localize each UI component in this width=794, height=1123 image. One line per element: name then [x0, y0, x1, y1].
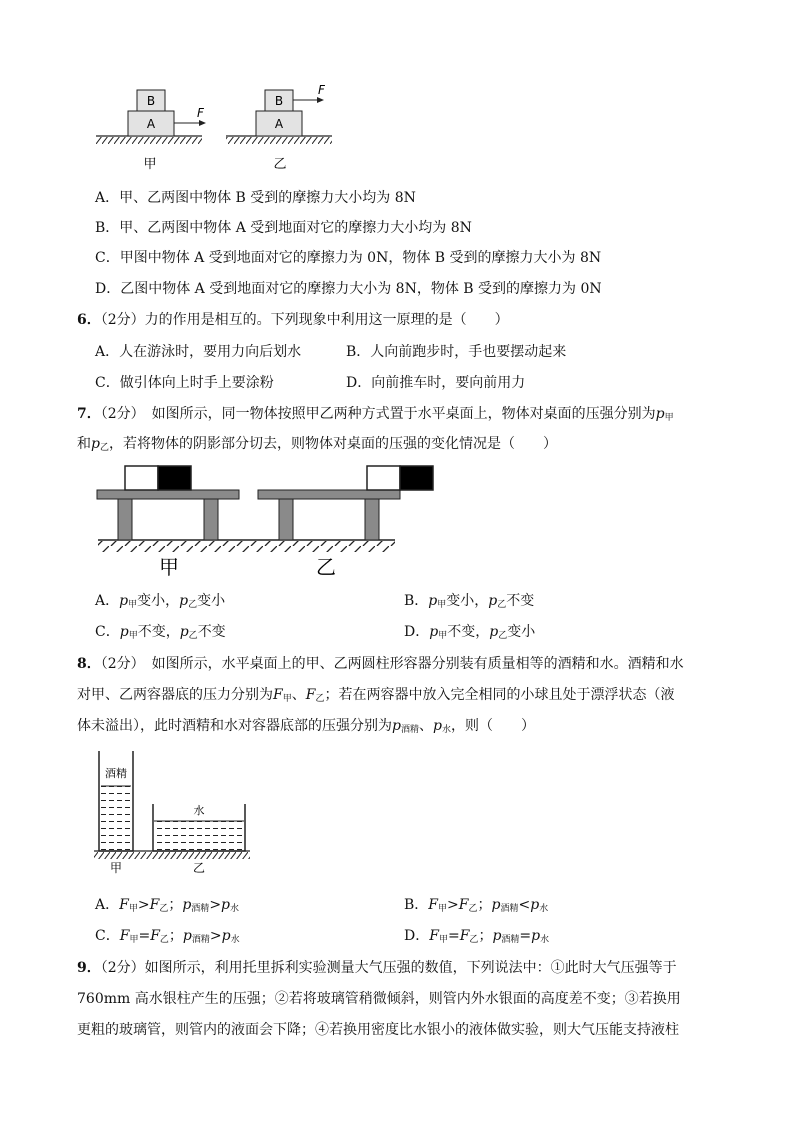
- q7-stem-text: ，若将物体的阴影部分切去，则物体对桌面的压强的变化情况是（ ）: [108, 436, 557, 452]
- q7-stem-text: （2分） 如图所示，同一物体按照甲乙两种方式置于水平桌面上，物体对桌面的压强分别为: [100, 406, 656, 422]
- q6-option-b[interactable]: B．人向前跑步时，手也要摆动起来: [346, 344, 567, 360]
- table-leg: [204, 499, 218, 540]
- object-white-part: [367, 466, 400, 490]
- force-label: F: [197, 106, 204, 120]
- q9-number: 9．: [77, 960, 101, 976]
- q5-option-b[interactable]: B．甲、乙两图中物体 A 受到地面对它的摩擦力大小均为 8N: [95, 220, 472, 236]
- q7-fig-yi: [258, 466, 433, 579]
- label-a: A: [146, 117, 156, 131]
- q7-stem-line2: [77, 434, 557, 458]
- sub-yi: 乙: [99, 443, 109, 453]
- q8-number: 8．: [77, 656, 101, 672]
- sub-jia: 甲: [664, 413, 674, 423]
- q8-option-a[interactable]: A．$F_甲>F_乙$；$p_{酒精}>p_水$: [95, 897, 240, 914]
- caption-yi: 乙: [316, 555, 336, 579]
- p-symbol: p: [655, 406, 665, 422]
- q9-stem-text: （2分）如图所示，利用托里拆利实验测量大气压强的数值，下列说法中：①此时大气压强等于: [100, 960, 677, 976]
- tabletop: [97, 490, 239, 499]
- q7-stem-text: 和: [77, 436, 91, 452]
- q7-option-b[interactable]: B．$p_甲$变小，$p_乙$不变: [404, 593, 535, 610]
- q8-stem-line3: 体未溢出），此时酒精和水对容器底部的压强分别为$p_{酒精}$、$p_水$，则（ ）: [77, 718, 535, 735]
- water-container: [153, 803, 245, 851]
- q6-stem-text: （2分）力的作用是相互的。下列现象中利用这一原理的是（ ）: [100, 312, 509, 328]
- q9-stem-line2: 760mm 高水银柱产生的压强；②若将玻璃管稍微倾斜，则管内外水银面的高度差不变；③若换用: [77, 991, 681, 1007]
- caption-yi: 乙: [273, 157, 287, 172]
- force-label: F: [318, 83, 325, 97]
- q5-option-d[interactable]: D．乙图中物体 A 受到地面对它的摩擦力大小为 8N，物体 B 受到的摩擦力为 0N: [95, 281, 602, 297]
- q5-option-c[interactable]: C．甲图中物体 A 受到地面对它的摩擦力为 0N，物体 B 受到的摩擦力大小为 8N: [95, 250, 602, 266]
- q7-stem-line1: [77, 404, 674, 428]
- q8-option-d[interactable]: D．$F_甲=F_乙$；$p_{酒精}=p_水$: [404, 928, 550, 945]
- q6-option-c[interactable]: C．做引体向上时手上要涂粉: [95, 375, 274, 391]
- q8-stem-text: （2分） 如图所示，水平桌面上的甲、乙两圆柱形容器分别装有质量相等的酒精和水。酒精和水: [100, 656, 684, 672]
- water-label: 水: [193, 804, 205, 817]
- table-leg: [279, 499, 293, 540]
- q5-figure: [90, 80, 350, 180]
- q7-option-d[interactable]: D．$p_甲$不变，$p_乙$变小: [404, 624, 536, 641]
- label-a: A: [274, 117, 284, 131]
- q6-option-d[interactable]: D．向前推车时，要向前用力: [346, 375, 526, 391]
- label-b: B: [274, 94, 284, 108]
- q5-option-a[interactable]: A．甲、乙两图中物体 B 受到的摩擦力大小均为 8N: [95, 190, 416, 206]
- label-b: B: [146, 94, 156, 108]
- q5-fig-yi: [226, 83, 332, 172]
- caption-jia: 甲: [143, 157, 157, 172]
- caption-jia: 甲: [109, 861, 123, 875]
- caption-yi: 乙: [192, 861, 206, 875]
- caption-jia: 甲: [159, 555, 179, 579]
- q8-stem-line1: [77, 654, 684, 674]
- alcohol-container: [99, 751, 133, 851]
- table-leg: [365, 499, 379, 540]
- p-symbol: p: [91, 436, 100, 452]
- tabletop: [258, 490, 400, 499]
- q6-option-a[interactable]: A．人在游泳时，要用力向后划水: [95, 344, 302, 360]
- q7-number: 7．: [77, 406, 101, 422]
- q8-figure: [92, 748, 252, 878]
- q6-number: 6．: [77, 312, 101, 328]
- q7-option-a[interactable]: A．$p_甲$变小，$p_乙$变小: [95, 593, 226, 610]
- table-leg: [118, 499, 132, 540]
- q9-stem-line1: [77, 958, 677, 978]
- object-shaded-part: [400, 466, 433, 490]
- object-shaded-part: [158, 466, 191, 490]
- q6-stem: [77, 310, 509, 330]
- q8-option-c[interactable]: C．$F_甲=F_乙$；$p_{酒精}>p_水$: [95, 928, 240, 945]
- q8-stem-line2: 对甲、乙两容器底的压力分别为$F_甲$、$F_乙$；若在两容器中放入完全相同的小球且处于漂浮状态（液: [77, 687, 675, 704]
- object-white-part: [125, 466, 158, 490]
- q9-stem-line3: 更粗的玻璃管，则管内的液面会下降；④若换用密度比水银小的液体做实验，则大气压能支持液柱: [77, 1022, 679, 1038]
- q5-fig-jia: [96, 90, 206, 172]
- alcohol-label: 酒精: [105, 767, 127, 780]
- q8-option-b[interactable]: B．$F_甲>F_乙$；$p_{酒精}<p_水$: [404, 897, 549, 914]
- q7-fig-jia: [97, 466, 239, 579]
- q7-figure: [95, 462, 440, 582]
- q7-option-c[interactable]: C．$p_甲$不变，$p_乙$不变: [95, 624, 226, 641]
